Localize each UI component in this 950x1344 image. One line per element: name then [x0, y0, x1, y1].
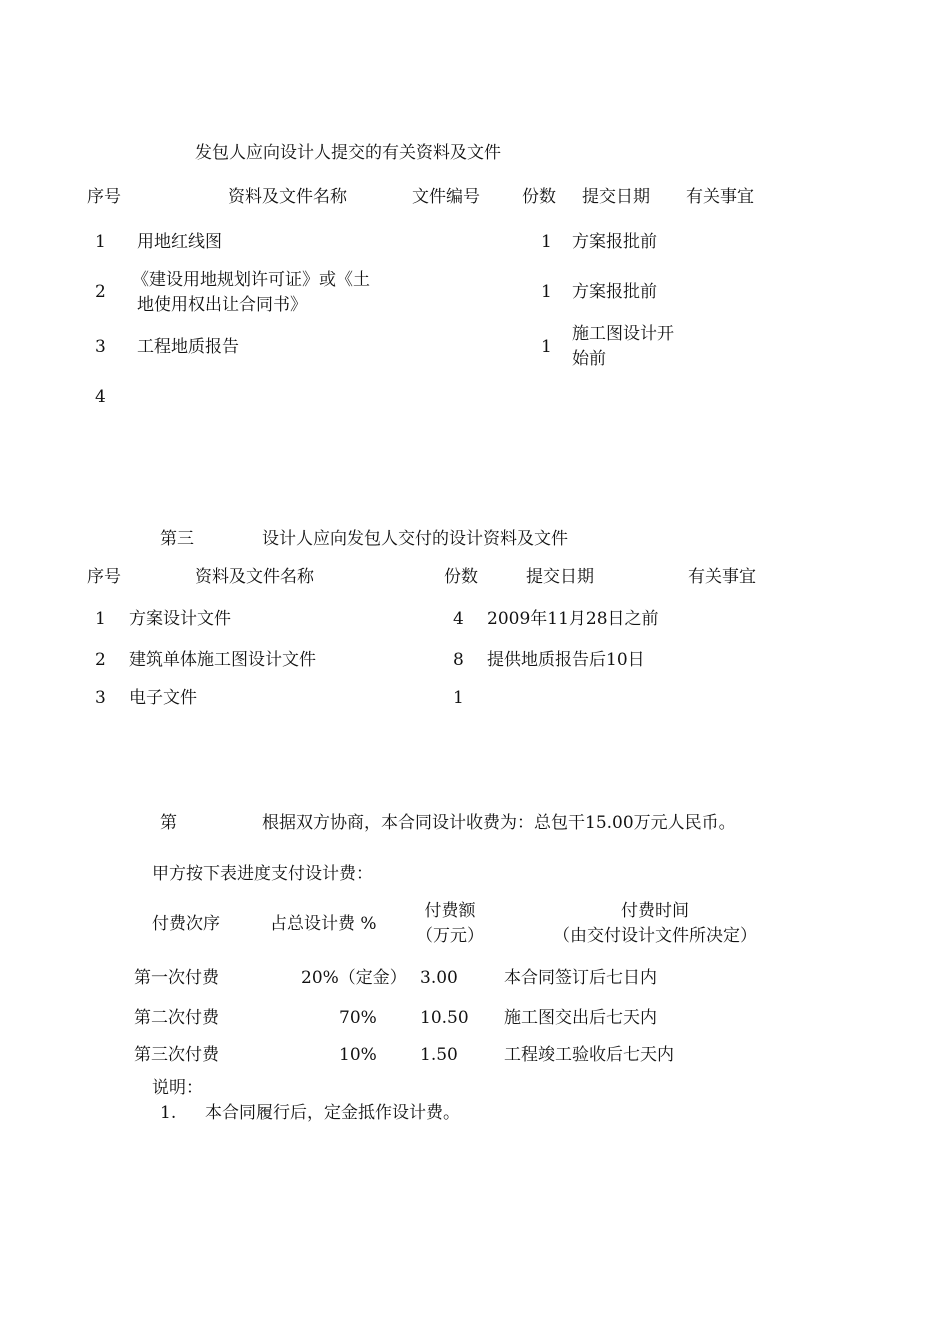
s2-row1-name: 方案设计文件 — [129, 609, 231, 629]
s2-header-matters: 有关事宜 — [688, 567, 756, 587]
s2-row2-name: 建筑单体施工图设计文件 — [129, 650, 316, 670]
s1-row2-no: 2 — [95, 282, 106, 302]
s2-row1-no: 1 — [95, 609, 106, 629]
s2-header-name: 资料及文件名称 — [195, 567, 314, 587]
s2-row3-no: 3 — [95, 688, 106, 708]
s2-header-date: 提交日期 — [526, 567, 594, 587]
s1-row3-date-line1: 施工图设计开 — [572, 324, 674, 344]
fee-header-time-line1: 付费时间 — [621, 901, 689, 921]
s1-header-matters: 有关事宜 — [686, 187, 754, 207]
s1-row2-name-line2: 地使用权出让合同书》 — [137, 295, 307, 315]
fee-row2-order: 第二次付费 — [134, 1008, 219, 1028]
s1-row1-date: 方案报批前 — [572, 232, 657, 252]
s1-header-name: 资料及文件名称 — [228, 187, 347, 207]
fee-header-amount-line2: （万元） — [416, 926, 484, 946]
fee-header-amount-line1: 付费额 — [424, 901, 476, 921]
fee-row1-time: 本合同签订后七日内 — [504, 968, 657, 988]
s2-row1-date: 2009年11月28日之前 — [487, 609, 659, 629]
s1-row2-name-line1: 《建设用地规划许可证》或《土 — [132, 270, 370, 290]
s2-header-no: 序号 — [87, 567, 121, 587]
s1-row2-copies: 1 — [541, 282, 552, 302]
section3-prefix: 第 — [160, 813, 177, 833]
fee-header-percent: 占总设计费 % — [270, 914, 377, 934]
fee-row2-time: 施工图交出后七天内 — [504, 1008, 657, 1028]
fee-row1-percent: 20%（定金） — [301, 968, 407, 988]
fee-text: 根据双方协商，本合同设计收费为：总包干15.00万元人民币。 — [262, 813, 736, 833]
schedule-intro: 甲方按下表进度支付设计费： — [152, 864, 373, 884]
section1-title: 发包人应向设计人提交的有关资料及文件 — [195, 143, 501, 163]
fee-header-time-line2: （由交付设计文件所决定） — [553, 926, 757, 946]
fee-row2-percent: 70% — [339, 1008, 377, 1028]
section2-prefix: 第三 — [160, 529, 194, 549]
fee-row3-time: 工程竣工验收后七天内 — [504, 1045, 674, 1065]
fee-header-order: 付费次序 — [152, 914, 220, 934]
s2-row3-copies: 1 — [453, 688, 464, 708]
note-label: 说明： — [152, 1078, 203, 1098]
section2-title: 设计人应向发包人交付的设计资料及文件 — [262, 529, 568, 549]
s1-row1-copies: 1 — [541, 232, 552, 252]
note-1-text: 本合同履行后，定金抵作设计费。 — [205, 1103, 460, 1123]
fee-row3-order: 第三次付费 — [134, 1045, 219, 1065]
s1-header-date: 提交日期 — [582, 187, 650, 207]
s1-row3-copies: 1 — [541, 337, 552, 357]
s1-header-no: 序号 — [87, 187, 121, 207]
s1-row2-date: 方案报批前 — [572, 282, 657, 302]
s1-header-copies: 份数 — [522, 187, 556, 207]
s2-row2-no: 2 — [95, 650, 106, 670]
s1-row4-no: 4 — [95, 387, 106, 407]
s1-row3-name: 工程地质报告 — [137, 337, 239, 357]
s2-row1-copies: 4 — [453, 609, 464, 629]
s1-row1-name: 用地红线图 — [137, 232, 222, 252]
s2-row3-name: 电子文件 — [129, 688, 197, 708]
fee-row1-order: 第一次付费 — [134, 968, 219, 988]
note-1-number: 1. — [160, 1103, 177, 1123]
s2-header-copies: 份数 — [444, 567, 478, 587]
s1-row3-no: 3 — [95, 337, 106, 357]
fee-row1-amount: 3.00 — [420, 968, 458, 988]
s1-row3-date-line2: 始前 — [572, 349, 606, 369]
s1-header-code: 文件编号 — [412, 187, 480, 207]
fee-row3-percent: 10% — [339, 1045, 377, 1065]
fee-row3-amount: 1.50 — [420, 1045, 458, 1065]
s2-row2-copies: 8 — [453, 650, 464, 670]
s1-row1-no: 1 — [95, 232, 106, 252]
fee-row2-amount: 10.50 — [420, 1008, 469, 1028]
s2-row2-date: 提供地质报告后10日 — [487, 650, 645, 670]
